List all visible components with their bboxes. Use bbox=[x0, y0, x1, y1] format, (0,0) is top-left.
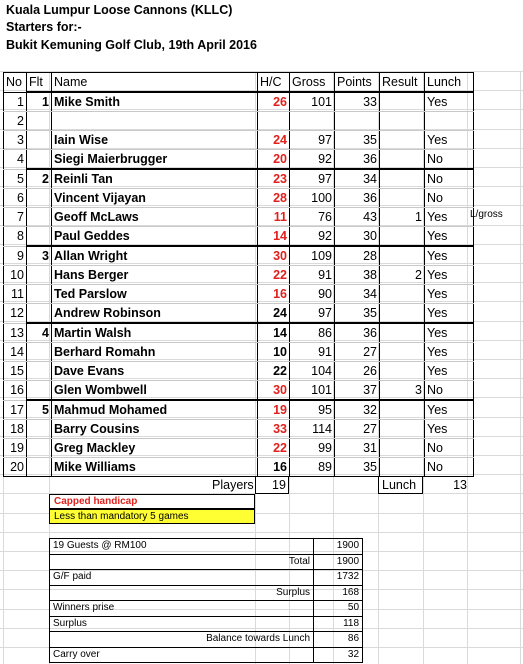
cell-result: 1 bbox=[380, 208, 425, 227]
cell-result bbox=[380, 169, 425, 189]
cell-gross: 97 bbox=[290, 169, 335, 189]
cell-gross: 114 bbox=[290, 420, 335, 439]
cell-flight bbox=[27, 439, 52, 458]
cell-no: 5 bbox=[4, 169, 27, 189]
cell-handicap: 14 bbox=[258, 227, 290, 247]
cell-flight: 4 bbox=[27, 323, 52, 343]
finance-sublabel: Total bbox=[150, 554, 314, 570]
col-name: Name bbox=[52, 73, 258, 93]
cell-handicap: 23 bbox=[258, 169, 290, 189]
cell-gross: 97 bbox=[290, 304, 335, 324]
finance-label: Surplus bbox=[50, 616, 150, 632]
cell-handicap: 20 bbox=[258, 150, 290, 170]
finance-label: Carry over bbox=[50, 647, 150, 663]
cell-name: Mahmud Mohamed bbox=[52, 400, 258, 420]
cell-result bbox=[380, 189, 425, 208]
cell-no: 9 bbox=[4, 246, 27, 266]
cell-handicap: 19 bbox=[258, 400, 290, 420]
cell-points: 36 bbox=[335, 150, 380, 170]
cell-points bbox=[335, 112, 380, 131]
cell-lunch: No bbox=[425, 439, 474, 458]
cell-gross: 95 bbox=[290, 400, 335, 420]
cell-result bbox=[380, 458, 425, 477]
cell-lunch: Yes bbox=[425, 208, 474, 227]
cell-no: 2 bbox=[4, 112, 27, 131]
cell-handicap: 30 bbox=[258, 381, 290, 401]
cell-flight: 1 bbox=[27, 92, 52, 112]
cell-name: Ted Parslow bbox=[52, 285, 258, 304]
cell-gross: 92 bbox=[290, 150, 335, 170]
cell-no: 11 bbox=[4, 285, 27, 304]
cell-name: Mike Smith bbox=[52, 92, 258, 112]
cell-result bbox=[380, 131, 425, 150]
cell-name: Iain Wise bbox=[52, 131, 258, 150]
cell-points: 35 bbox=[335, 458, 380, 477]
cell-no: 20 bbox=[4, 458, 27, 477]
cell-result bbox=[380, 323, 425, 343]
cell-result bbox=[380, 150, 425, 170]
cell-lunch: Yes bbox=[425, 246, 474, 266]
cell-gross: 101 bbox=[290, 92, 335, 112]
cell-handicap: 22 bbox=[258, 439, 290, 458]
cell-gross: 91 bbox=[290, 343, 335, 362]
cell-points: 34 bbox=[335, 169, 380, 189]
finance-label bbox=[50, 554, 150, 570]
lunch-label: Lunch bbox=[378, 476, 423, 494]
cell-flight bbox=[27, 458, 52, 477]
cell-flight: 3 bbox=[27, 246, 52, 266]
cell-result bbox=[380, 112, 425, 131]
gridline-h bbox=[0, 532, 523, 533]
cell-result bbox=[380, 362, 425, 381]
finance-amount: 1732 bbox=[314, 570, 363, 586]
finance-row bbox=[50, 616, 363, 632]
cell-name: Greg Mackley bbox=[52, 439, 258, 458]
cell-no: 19 bbox=[4, 439, 27, 458]
cell-handicap: 10 bbox=[258, 343, 290, 362]
cell-no: 15 bbox=[4, 362, 27, 381]
cell-points: 33 bbox=[335, 92, 380, 112]
cell-lunch: No bbox=[425, 150, 474, 170]
cell-handicap: 33 bbox=[258, 420, 290, 439]
col-hc: H/C bbox=[258, 73, 290, 93]
finance-row bbox=[50, 647, 363, 663]
cell-gross: 104 bbox=[290, 362, 335, 381]
cell-name: Allan Wright bbox=[52, 246, 258, 266]
table-row bbox=[4, 92, 474, 112]
table-row bbox=[4, 112, 474, 131]
cell-lunch: Yes bbox=[425, 266, 474, 285]
table-row bbox=[4, 458, 474, 477]
finance-amount: 1900 bbox=[314, 539, 363, 555]
table-row bbox=[4, 285, 474, 304]
finance-amount: 86 bbox=[314, 632, 363, 648]
cell-name bbox=[52, 112, 258, 131]
cell-result bbox=[380, 92, 425, 112]
cell-no: 1 bbox=[4, 92, 27, 112]
cell-name: Dave Evans bbox=[52, 362, 258, 381]
cell-name: Siegi Maierbrugger bbox=[52, 150, 258, 170]
table-row bbox=[4, 169, 474, 189]
finance-sublabel: Balance towards Lunch bbox=[150, 632, 314, 648]
cell-lunch bbox=[425, 112, 474, 131]
cell-gross: 99 bbox=[290, 439, 335, 458]
finance-sublabel bbox=[150, 647, 314, 663]
finance-sublabel: Surplus bbox=[150, 585, 314, 601]
cell-no: 3 bbox=[4, 131, 27, 150]
cell-gross: 101 bbox=[290, 381, 335, 401]
cell-name: Mike Williams bbox=[52, 458, 258, 477]
cell-gross: 90 bbox=[290, 285, 335, 304]
col-no: No bbox=[4, 73, 27, 93]
col-flt: Flt bbox=[27, 73, 52, 93]
finance-amount: 118 bbox=[314, 616, 363, 632]
cell-lunch: Yes bbox=[425, 131, 474, 150]
cell-result: 2 bbox=[380, 266, 425, 285]
row-note: L/gross bbox=[470, 209, 503, 220]
cell-lunch: Yes bbox=[425, 420, 474, 439]
cell-no: 4 bbox=[4, 150, 27, 170]
cell-name: Reinli Tan bbox=[52, 169, 258, 189]
finance-row bbox=[50, 632, 363, 648]
cell-points: 28 bbox=[335, 246, 380, 266]
cell-flight: 2 bbox=[27, 169, 52, 189]
finance-label bbox=[50, 585, 150, 601]
sheet-title: Kuala Lumpur Loose Cannons (KLLC) bbox=[6, 3, 233, 17]
legend-capped-handicap: Capped handicap bbox=[49, 494, 255, 509]
cell-flight: 5 bbox=[27, 400, 52, 420]
cell-lunch: Yes bbox=[425, 362, 474, 381]
cell-result bbox=[380, 420, 425, 439]
cell-gross bbox=[290, 112, 335, 131]
cell-gross: 89 bbox=[290, 458, 335, 477]
cell-handicap: 26 bbox=[258, 92, 290, 112]
cell-no: 16 bbox=[4, 381, 27, 401]
cell-result bbox=[380, 343, 425, 362]
cell-lunch: No bbox=[425, 381, 474, 401]
table-row bbox=[4, 323, 474, 343]
cell-no: 6 bbox=[4, 189, 27, 208]
table-row bbox=[4, 266, 474, 285]
cell-points: 27 bbox=[335, 420, 380, 439]
cell-flight bbox=[27, 381, 52, 401]
cell-points: 35 bbox=[335, 131, 380, 150]
cell-handicap: 22 bbox=[258, 266, 290, 285]
table-row bbox=[4, 189, 474, 208]
cell-no: 17 bbox=[4, 400, 27, 420]
cell-no: 14 bbox=[4, 343, 27, 362]
table-row bbox=[4, 420, 474, 439]
finance-label bbox=[50, 632, 150, 648]
cell-points: 27 bbox=[335, 343, 380, 362]
cell-points: 32 bbox=[335, 400, 380, 420]
legend-mandatory-games: Less than mandatory 5 games bbox=[49, 509, 255, 524]
cell-no: 10 bbox=[4, 266, 27, 285]
finance-sublabel bbox=[150, 616, 314, 632]
cell-points: 37 bbox=[335, 381, 380, 401]
cell-handicap: 14 bbox=[258, 323, 290, 343]
cell-lunch: Yes bbox=[425, 323, 474, 343]
cell-name: Andrew Robinson bbox=[52, 304, 258, 324]
finance-sublabel bbox=[150, 601, 314, 617]
cell-points: 35 bbox=[335, 304, 380, 324]
table-row bbox=[4, 208, 474, 227]
table-header-row bbox=[4, 73, 474, 93]
cell-result bbox=[380, 400, 425, 420]
finance-row bbox=[50, 539, 363, 555]
cell-flight bbox=[27, 189, 52, 208]
cell-name: Hans Berger bbox=[52, 266, 258, 285]
cell-result bbox=[380, 246, 425, 266]
finance-label: 19 Guests @ RM100 bbox=[50, 539, 150, 555]
cell-handicap: 24 bbox=[258, 131, 290, 150]
finance-row bbox=[50, 554, 363, 570]
gridline-v bbox=[520, 71, 521, 664]
cell-no: 13 bbox=[4, 323, 27, 343]
cell-result: 3 bbox=[380, 381, 425, 401]
venue-date: Bukit Kemuning Golf Club, 19th April 2016 bbox=[6, 38, 257, 52]
col-result: Result bbox=[380, 73, 425, 93]
cell-handicap: 30 bbox=[258, 246, 290, 266]
starters-table bbox=[3, 72, 474, 477]
cell-points: 30 bbox=[335, 227, 380, 247]
finance-amount: 32 bbox=[314, 647, 363, 663]
cell-no: 7 bbox=[4, 208, 27, 227]
cell-gross: 100 bbox=[290, 189, 335, 208]
players-label: Players bbox=[212, 478, 254, 492]
table-row bbox=[4, 343, 474, 362]
cell-points: 43 bbox=[335, 208, 380, 227]
cell-lunch: Yes bbox=[425, 227, 474, 247]
cell-lunch: Yes bbox=[425, 285, 474, 304]
cell-gross: 92 bbox=[290, 227, 335, 247]
cell-result bbox=[380, 439, 425, 458]
col-gross: Gross bbox=[290, 73, 335, 93]
table-row bbox=[4, 227, 474, 247]
finance-sublabel bbox=[150, 539, 314, 555]
cell-flight bbox=[27, 227, 52, 247]
cell-result bbox=[380, 285, 425, 304]
cell-points: 36 bbox=[335, 323, 380, 343]
cell-lunch: No bbox=[425, 458, 474, 477]
cell-name: Paul Geddes bbox=[52, 227, 258, 247]
cell-handicap: 28 bbox=[258, 189, 290, 208]
table-row bbox=[4, 400, 474, 420]
table-row bbox=[4, 439, 474, 458]
cell-handicap: 22 bbox=[258, 362, 290, 381]
cell-flight bbox=[27, 420, 52, 439]
cell-handicap: 16 bbox=[258, 285, 290, 304]
table-row bbox=[4, 150, 474, 170]
table-row bbox=[4, 362, 474, 381]
cell-result bbox=[380, 304, 425, 324]
cell-name: Glen Wombwell bbox=[52, 381, 258, 401]
cell-lunch: Yes bbox=[425, 92, 474, 112]
cell-lunch: Yes bbox=[425, 304, 474, 324]
cell-flight bbox=[27, 150, 52, 170]
table-row bbox=[4, 304, 474, 324]
cell-result bbox=[380, 227, 425, 247]
table-row bbox=[4, 381, 474, 401]
cell-flight bbox=[27, 362, 52, 381]
cell-points: 34 bbox=[335, 285, 380, 304]
cell-flight bbox=[27, 304, 52, 324]
cell-handicap: 16 bbox=[258, 458, 290, 477]
cell-points: 26 bbox=[335, 362, 380, 381]
cell-flight bbox=[27, 343, 52, 362]
cell-handicap bbox=[258, 112, 290, 131]
cell-handicap: 11 bbox=[258, 208, 290, 227]
cell-lunch: No bbox=[425, 169, 474, 189]
cell-handicap: 24 bbox=[258, 304, 290, 324]
cell-flight bbox=[27, 112, 52, 131]
cell-name: Barry Cousins bbox=[52, 420, 258, 439]
cell-flight bbox=[27, 131, 52, 150]
cell-gross: 76 bbox=[290, 208, 335, 227]
finance-row bbox=[50, 585, 363, 601]
cell-name: Martin Walsh bbox=[52, 323, 258, 343]
cell-no: 18 bbox=[4, 420, 27, 439]
table-row bbox=[4, 131, 474, 150]
cell-flight bbox=[27, 266, 52, 285]
col-lunch: Lunch bbox=[425, 73, 474, 93]
cell-points: 36 bbox=[335, 189, 380, 208]
cell-lunch: No bbox=[425, 189, 474, 208]
finance-amount: 50 bbox=[314, 601, 363, 617]
sheet-subtitle: Starters for:- bbox=[6, 20, 82, 34]
cell-name: Berhard Romahn bbox=[52, 343, 258, 362]
cell-points: 31 bbox=[335, 439, 380, 458]
cell-points: 38 bbox=[335, 266, 380, 285]
finance-label: Winners prise bbox=[50, 601, 150, 617]
cell-lunch: Yes bbox=[425, 400, 474, 420]
cell-no: 12 bbox=[4, 304, 27, 324]
cell-name: Vincent Vijayan bbox=[52, 189, 258, 208]
finance-amount: 1900 bbox=[314, 554, 363, 570]
cell-flight bbox=[27, 285, 52, 304]
col-points: Points bbox=[335, 73, 380, 93]
table-row bbox=[4, 246, 474, 266]
finance-sublabel bbox=[150, 570, 314, 586]
cell-gross: 97 bbox=[290, 131, 335, 150]
cell-gross: 91 bbox=[290, 266, 335, 285]
cell-lunch: Yes bbox=[425, 343, 474, 362]
cell-gross: 109 bbox=[290, 246, 335, 266]
cell-name: Geoff McLaws bbox=[52, 208, 258, 227]
players-count: 19 bbox=[255, 476, 289, 494]
finance-amount: 168 bbox=[314, 585, 363, 601]
cell-gross: 86 bbox=[290, 323, 335, 343]
finance-row bbox=[50, 601, 363, 617]
finance-label: G/F paid bbox=[50, 570, 150, 586]
finance-row bbox=[50, 570, 363, 586]
cell-flight bbox=[27, 208, 52, 227]
lunch-count: 13 bbox=[453, 478, 467, 492]
finance-table bbox=[49, 538, 363, 663]
cell-no: 8 bbox=[4, 227, 27, 247]
